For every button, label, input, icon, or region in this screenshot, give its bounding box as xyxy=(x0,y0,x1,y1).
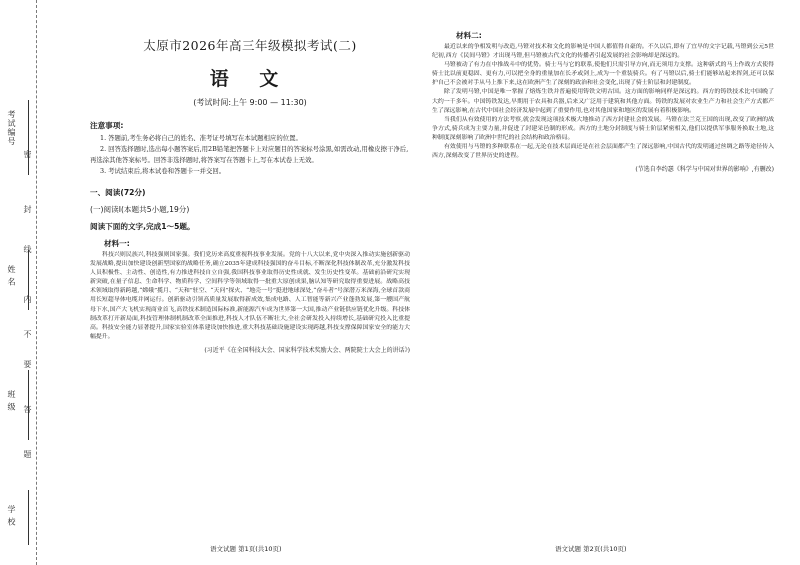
subsection-heading: (一)阅读I(本题共5小题,19分) xyxy=(90,205,190,214)
material-one-text: 科技兴则民族兴,科技强则国家强。我们党历来高度重视科技事业发展。党的十八大以来,党中央深入推动实施创新驱动发展战略,提出加快建设创新型国家的战略任务,确立2035年建成科技强国的奋斗目标,不断深化科技体制改革,充分激发科技人员积极性、主动性、创造性,有力推进科技自立自强,我国科技事业取得历史性成就、发生历史性变革。基础前沿研究实现新突破,在量子信息、生命科学、物质科学、空间科学等领域取得一批重大原创成果,脑认知等研究取得重要进展。战略高技术领域取得新跨越,“嫦娥”揽月、“天和”驻空、“天问”探火、“地壳一号”挺进地球深处,“奋斗者”号深潜万米深海,全球首款商用长短超导体电缆并网运行。创新驱动引领高质量发展取得新成效,集成电路、人工智能等新兴产业蓬勃发展,第一艘国产航母下水,国产大飞机实现商业首飞,高铁技术制造国际标准,新能源汽车成为世界第一大国,推动产业链供应链优化升级。科技体制改革打开新局面,科技管理体制机制改革全面推进,科技人才队伍不断壮大,全社会研发投入持续增长,基础研究投入比重提高。科技安全能力显著提升,国家实验室体系建设加快推进,重大科技基础设施建设实现跨越,科技支撑保障国家安全的能力大幅提升。 xyxy=(90,252,410,340)
seal-mark: 线 xyxy=(23,245,32,253)
exam-title: 太原市2026年高三年级模拟考试(二) xyxy=(143,38,357,53)
section-heading: 一、阅读(72分) xyxy=(90,188,146,197)
seal-mark: 封 xyxy=(23,205,32,213)
margin-write-line xyxy=(28,100,29,175)
material-two-paragraph: 马镫被动了有力在中推战斗中的优势。骑士马与它的联系,使他们只需引导方向,而无须用力支撑。这种新式的马上作战方式使得骑士比以前更稳固、更有力,可以把全身的重量加在长矛或剑上,成为一个重装骑兵。有了马镫以后,骑士们能够站起来挥剑,还可以保护自己不会被对手从马上推下来,这在欧洲产生了深刻的政治和社会变化,出现了骑士阶层和封建制度。 xyxy=(432,62,774,87)
left-column xyxy=(90,36,410,354)
seal-mark: 答 xyxy=(23,405,32,413)
material-two-citation: (节选自李约瑟《科学与中国对世界的影响》,有删改) xyxy=(635,166,774,174)
material-two-paragraph: 有效使用与马镫的多种联系在一起,无论在技术层面还是在社会层面都产生了深远影响,中国古代的发明通过丝绸之路等途径传入西方,深刻改变了世界历史的进程。 xyxy=(432,144,774,160)
margin-label-exam-number: 考试编号 xyxy=(7,110,16,146)
material-two-paragraph: 当我们从有效使用的方法考察,就会发现这项技术极大地推动了西方封建社会的发展。马镫在法兰克王国的出现,改变了欧洲的战争方式,骑兵成为主要力量,并促进了封建采邑制的形成。西方的土地分封制度与骑士阶层紧密相关,他们以提供军事服务换取土地,这种制度深刻影响了欧洲中世纪的社会结构和政治格局。 xyxy=(432,116,774,141)
page-footer-right: 语文试题 第2页(共10页) xyxy=(555,545,627,553)
notice-heading: 注意事项: xyxy=(90,121,124,130)
subject-title: 语 文 xyxy=(209,68,291,90)
material-one-citation: (习近平《在全国科技大会、国家科学技术奖励大会、两院院士大会上的讲话》) xyxy=(204,346,410,354)
seal-mark: 不 xyxy=(23,330,32,338)
page-footer-left: 语文试题 第1页(共10页) xyxy=(210,545,282,553)
seal-mark: 要 xyxy=(23,360,32,368)
seal-mark: 密 xyxy=(23,150,32,158)
right-column xyxy=(432,24,774,173)
notice-item: 1. 答题前,考生务必将自己的姓名、准考证号填写在本试题相应的位置。 xyxy=(100,134,302,142)
notice-item: 3. 考试结束后,将本试卷和答题卡一并交回。 xyxy=(100,167,226,175)
margin-label-class: 班 级 xyxy=(7,390,16,412)
seal-mark: 内 xyxy=(23,295,32,303)
notice-item: 2. 回答选择题时,选出每小题答案后,用2B铅笔把答题卡上对应题目的答案标号涂黑,如需改动,用橡皮擦干净后,再选涂其他答案标号。回答非选择题时,将答案写在答题卡上,写在本试卷上无效。 xyxy=(90,145,409,164)
material-one-heading: 材料一: xyxy=(104,239,130,248)
material-two-paragraph: 最近以来的争相发明与改造,马镫对技术和文化的影响是中国人都值得自豪的。不久以后,即有了宜早的文字记载,马镫到公元5世纪初,西方《民间马镫》才出现马镫,但马镫被古代文化的传播者引起发展的社会影响却是深远的。 xyxy=(432,44,774,60)
reading-instruction: 阅读下面的文字,完成1～5题。 xyxy=(90,222,195,231)
seal-mark: 题 xyxy=(23,450,32,458)
margin-label-school: 学 校 xyxy=(7,505,16,527)
binding-margin xyxy=(0,0,37,565)
margin-label-name: 姓 名 xyxy=(7,265,16,287)
material-two-paragraph: 除了发明马镫,中国是唯一掌握了熔炼生铁并普遍使用铸铁文明古国。这方面的影响同样是深远的。西方的铸铁技术比中国晚了大约一千多年。中国铸铁发达,早期用于农具和兵器,后来又广泛用于建筑和其他方面。铸铁的发展对农业生产力和社会生产方式都产生了深远影响,在古代中国社会经济发展中起到了重要作用,也对其他国家和地区的发展有着积极影响。 xyxy=(432,89,774,114)
material-two-heading: 材料二: xyxy=(456,31,482,40)
exam-time: (考试时间:上午 9:00 — 11:30) xyxy=(193,98,307,107)
margin-write-line xyxy=(28,490,29,545)
